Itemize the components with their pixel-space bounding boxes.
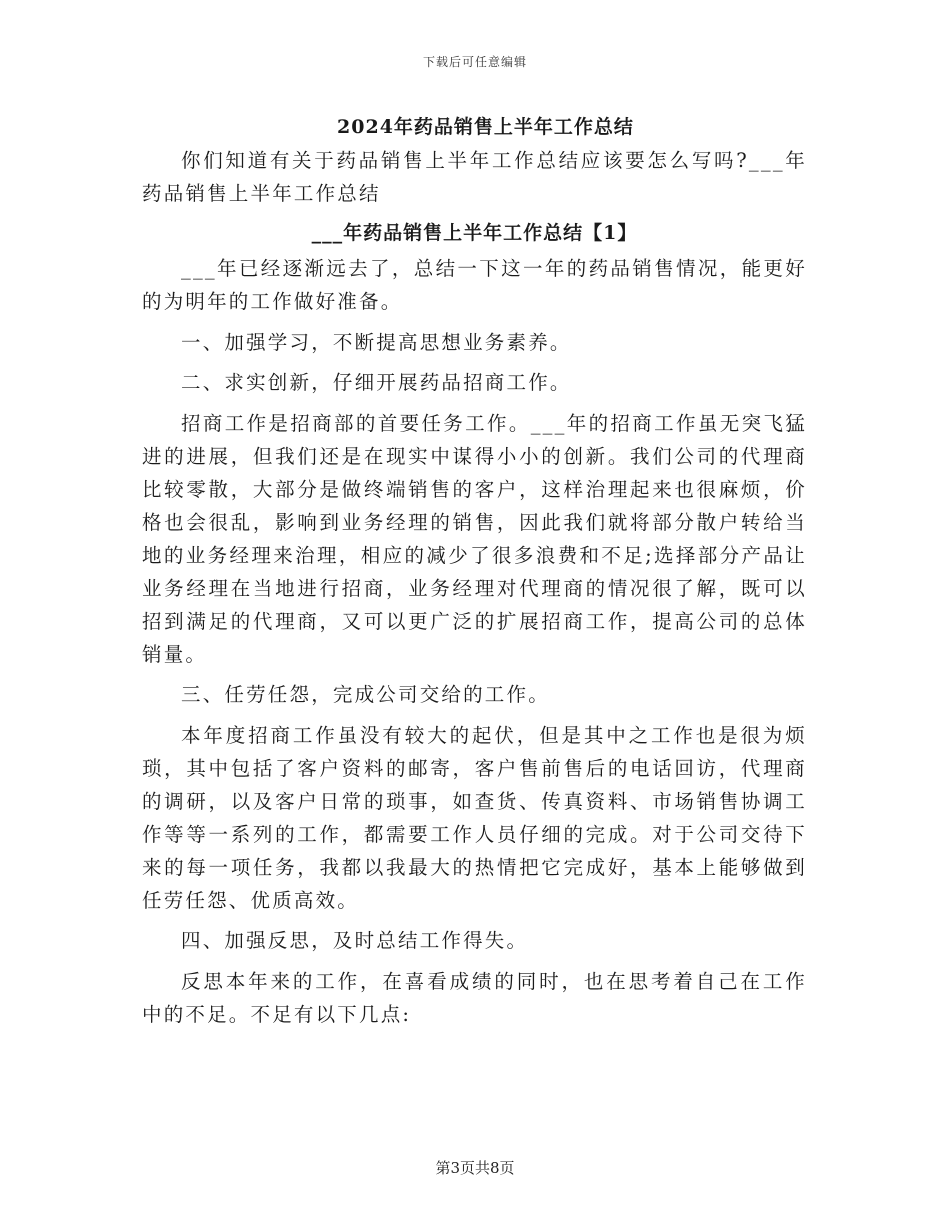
page-header-note: 下载后可任意编辑: [422, 55, 527, 69]
paragraph: 招商工作是招商部的首要任务工作。___年的招商工作虽无突飞猛进的进展，但我们还是在现实中谋得小小的创新。我们公司的代理商比较零散，大部分是做终端销售的客户，这样治理起来也很麻烦，价格也会很乱，影响到业务经理的销售，因此我们就将部分散户转给当地的业务经理来治理，相应的减少了很多浪费和不足;选择部分产品让业务经理在当地进行招商，业务经理对代理商的情况很了解，既可以招到满足的代理商，又可以更广泛的扩展招商工作，提高公司的总体销量。: [142, 411, 807, 666]
intro-paragraph: 你们知道有关于药品销售上半年工作总结应该要怎么写吗?___年药品销售上半年工作总结: [142, 149, 807, 205]
paragraph: ___年已经逐渐远去了，总结一下这一年的药品销售情况，能更好的为明年的工作做好准备。: [142, 257, 807, 313]
paragraph: 本年度招商工作虽没有较大的起伏，但是其中之工作也是很为烦琐，其中包括了客户资料的邮寄，客户售前售后的电话回访，代理商的调研，以及客户日常的琐事，如查货、传真资料、市场销售协调工作等等一系列的工作，都需要工作人员仔细的完成。对于公司交待下来的每一项任务，我都以我最大的热情把它完成好，基本上能够做到任劳任怨、优质高效。: [142, 723, 807, 912]
paragraph: 一、加强学习，不断提高思想业务素养。: [181, 330, 572, 354]
paragraph: 二、求实创新，仔细开展药品招商工作。: [181, 371, 572, 394]
paragraph: 反思本年来的工作，在喜看成绩的同时，也在思考着自己在工作中的不足。不足有以下几点:: [142, 969, 807, 1026]
document-title: 2024年药品销售上半年工作总结: [337, 116, 634, 138]
paragraph: 四、加强反思，及时总结工作得失。: [181, 929, 529, 952]
page-number-footer: 第3页共8页: [435, 1159, 515, 1177]
section-heading: ___年药品销售上半年工作总结【1】: [311, 222, 638, 244]
document-body: [142, 112, 807, 1038]
paragraph: 三、任劳任怨，完成公司交给的工作。: [181, 683, 550, 706]
